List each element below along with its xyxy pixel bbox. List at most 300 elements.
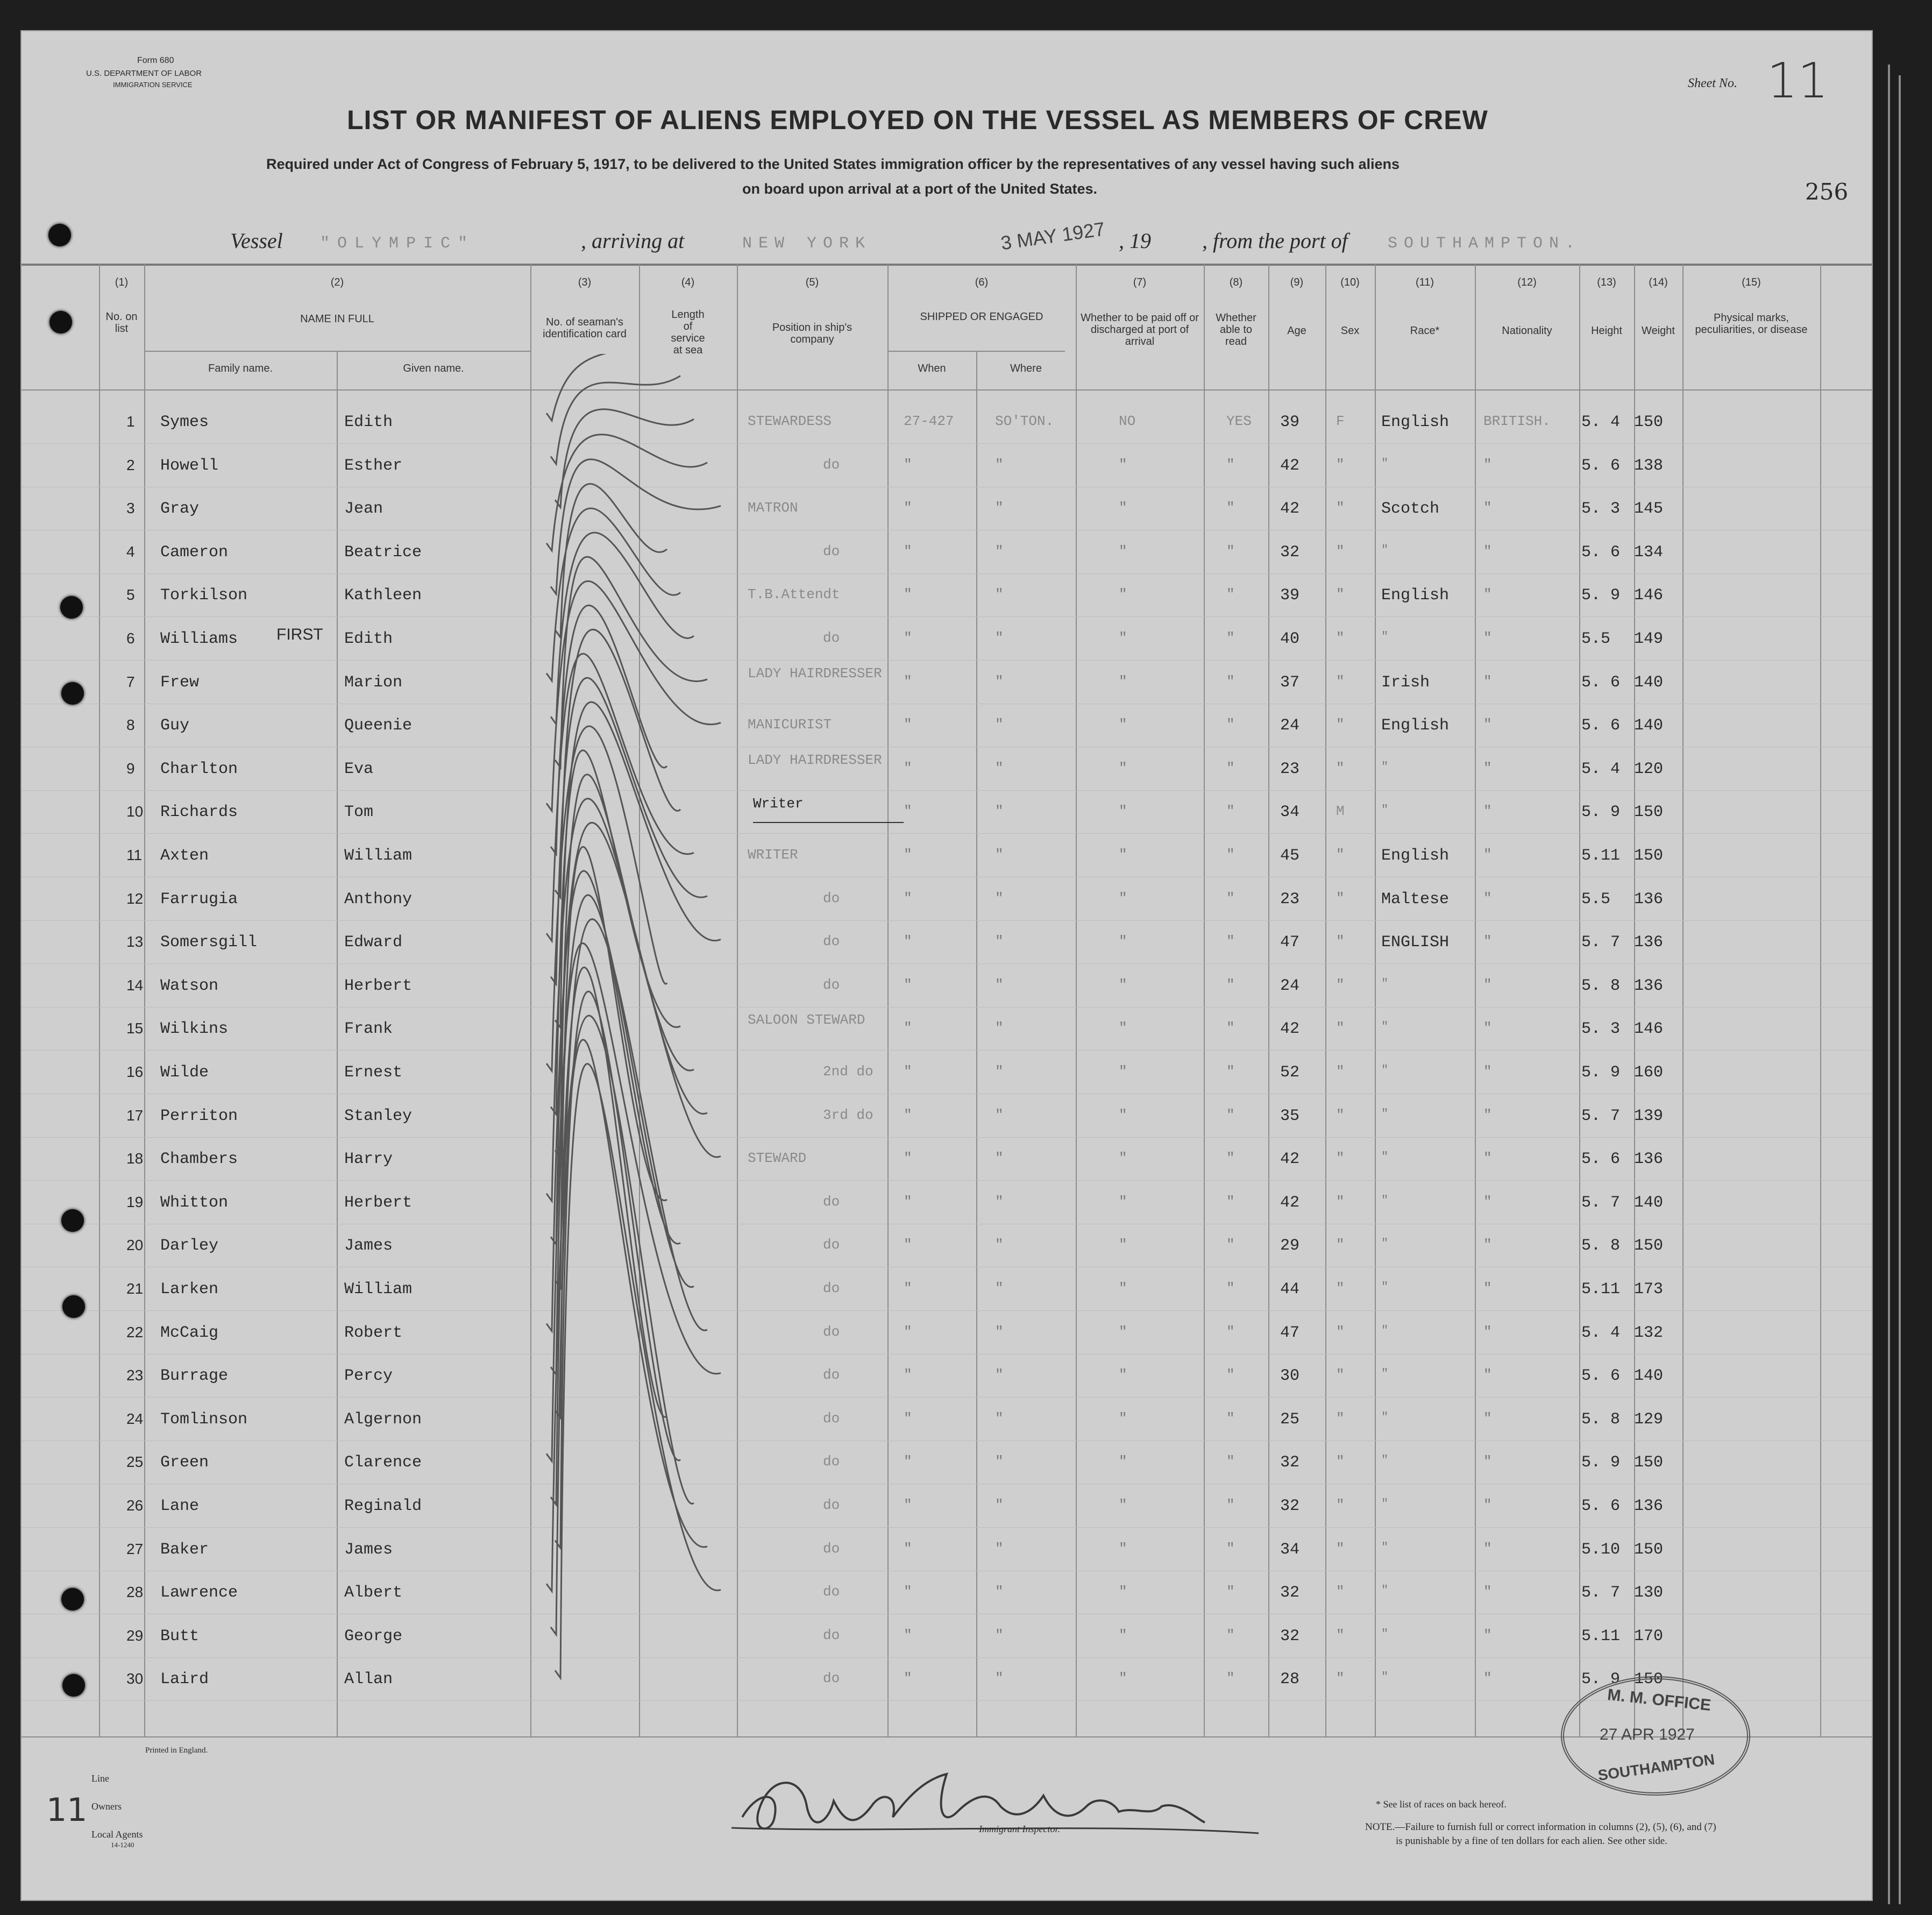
col-8-number: (8) xyxy=(1229,276,1243,288)
race: Irish xyxy=(1381,673,1430,692)
shipped-where: " xyxy=(995,890,1004,906)
race: Scotch xyxy=(1381,500,1440,519)
col-3-number: (3) xyxy=(578,276,592,288)
able-to-read: " xyxy=(1226,760,1235,776)
given-name: Beatrice xyxy=(344,543,422,562)
line-label: Line xyxy=(91,1773,109,1784)
able-to-read: " xyxy=(1226,456,1235,473)
shipped-when: " xyxy=(904,847,912,863)
form-number: Form 680 xyxy=(137,56,174,65)
row-rule xyxy=(22,790,1872,791)
paid-off: " xyxy=(1119,1150,1127,1167)
shipped-when: " xyxy=(904,890,912,906)
shipped-when: 27-427 xyxy=(904,413,954,429)
row-number: 29 xyxy=(126,1627,144,1644)
race: " xyxy=(1381,1367,1389,1381)
sex: " xyxy=(1336,630,1345,646)
check-mark xyxy=(555,409,694,508)
pencil-check-marks xyxy=(527,354,764,1731)
race: " xyxy=(1381,1540,1389,1554)
row-number: 12 xyxy=(126,890,144,907)
position: STEWARDESS xyxy=(748,413,832,429)
page-title: LIST OR MANIFEST OF ALIENS EMPLOYED ON THE VESSEL AS MEMBERS OF CREW xyxy=(347,105,1488,135)
shipped-where: " xyxy=(995,1497,1004,1513)
position: do xyxy=(823,1540,840,1557)
sex: " xyxy=(1336,760,1345,776)
check-mark xyxy=(555,847,667,1288)
age: 45 xyxy=(1280,847,1300,865)
row-rule xyxy=(22,963,1872,964)
age: 42 xyxy=(1280,456,1300,475)
position: T.B.Attendt xyxy=(748,586,840,603)
col-15-number: (15) xyxy=(1742,276,1761,288)
race: ENGLISH xyxy=(1381,933,1450,952)
row-rule xyxy=(22,1180,1872,1181)
family-name: Wilkins xyxy=(160,1020,229,1039)
weight: 150 xyxy=(1634,847,1664,865)
col-divider xyxy=(1475,264,1476,1737)
paid-off: " xyxy=(1119,456,1127,473)
nationality: " xyxy=(1483,1323,1492,1340)
race: " xyxy=(1381,976,1389,990)
given-name: Algernon xyxy=(344,1410,422,1429)
sex: " xyxy=(1336,1193,1345,1210)
height: 5. 7 xyxy=(1581,933,1621,952)
position: do xyxy=(823,890,840,906)
age: 37 xyxy=(1280,673,1300,692)
year-label: , 19 xyxy=(1119,229,1151,253)
row-rule xyxy=(22,1397,1872,1398)
sex: " xyxy=(1336,1540,1345,1557)
position: Writer xyxy=(753,796,804,812)
given-name: Jean xyxy=(344,500,383,519)
age: 28 xyxy=(1280,1670,1300,1689)
nationality: " xyxy=(1483,630,1492,646)
col-13-number: (13) xyxy=(1597,276,1616,288)
given-name: Frank xyxy=(344,1020,393,1039)
age: 32 xyxy=(1280,1627,1300,1646)
shipped-where: " xyxy=(995,456,1004,473)
family-name: Guy xyxy=(160,717,190,735)
nationality: " xyxy=(1483,1150,1492,1167)
height: 5. 4 xyxy=(1581,413,1621,431)
weight: 136 xyxy=(1634,1497,1664,1515)
col-15-header: Physical marks, peculiarities, or disease xyxy=(1695,312,1808,336)
margin-mark: 11 xyxy=(46,1791,88,1829)
page-edge xyxy=(1899,75,1901,1904)
col-5-number: (5) xyxy=(805,276,819,288)
punch-hole xyxy=(62,1674,85,1697)
given-name: Robert xyxy=(344,1323,403,1342)
position: do xyxy=(823,1237,840,1253)
position: do xyxy=(823,630,840,646)
able-to-read: " xyxy=(1226,1020,1235,1037)
given-name: Allan xyxy=(344,1670,393,1689)
weight: 132 xyxy=(1634,1323,1664,1342)
position: WRITER xyxy=(748,847,798,863)
height: 5.11 xyxy=(1581,1627,1621,1646)
col-11-header: Race* xyxy=(1410,325,1440,337)
col-4-number: (4) xyxy=(681,276,695,288)
sex: " xyxy=(1336,890,1345,906)
shipped-where: " xyxy=(995,673,1004,690)
check-mark xyxy=(555,702,721,1027)
shipped-when: " xyxy=(904,1453,912,1470)
nationality: " xyxy=(1483,847,1492,863)
col-6-when-header: When xyxy=(918,363,946,374)
age: 32 xyxy=(1280,1584,1300,1602)
col-6-where-header: Where xyxy=(1010,363,1042,374)
given-name: Harry xyxy=(344,1150,393,1169)
age: 44 xyxy=(1280,1280,1300,1299)
sex: " xyxy=(1336,1497,1345,1513)
able-to-read: " xyxy=(1226,803,1235,820)
col-2-header: NAME IN FULL xyxy=(300,313,374,325)
family-name: Gray xyxy=(160,500,200,519)
row-number: 7 xyxy=(126,673,135,690)
check-mark xyxy=(555,484,667,637)
nationality: " xyxy=(1483,500,1492,516)
punch-hole xyxy=(60,596,83,619)
shipped-where: " xyxy=(995,586,1004,603)
row-rule xyxy=(22,1007,1872,1008)
paid-off: " xyxy=(1119,976,1127,993)
shipped-where: " xyxy=(995,630,1004,646)
height: 5.5 xyxy=(1581,890,1611,909)
height: 5. 6 xyxy=(1581,717,1621,735)
able-to-read: " xyxy=(1226,1670,1235,1687)
col-divider xyxy=(1820,264,1821,1737)
weight: 140 xyxy=(1634,1193,1664,1212)
page-number: 256 xyxy=(1805,179,1849,205)
age: 34 xyxy=(1280,1540,1300,1559)
weight: 150 xyxy=(1634,413,1664,431)
family-name: Baker xyxy=(160,1540,209,1559)
height: 5.5 xyxy=(1581,630,1611,648)
height: 5. 8 xyxy=(1581,976,1621,995)
check-mark xyxy=(551,533,694,724)
row-number: 15 xyxy=(126,1020,144,1037)
shipped-where: " xyxy=(995,717,1004,733)
able-to-read: " xyxy=(1226,1150,1235,1167)
age: 24 xyxy=(1280,717,1300,735)
family-name: Watson xyxy=(160,976,219,995)
paid-off: " xyxy=(1119,1367,1127,1384)
age: 42 xyxy=(1280,1020,1300,1039)
able-to-read: " xyxy=(1226,847,1235,863)
given-name: Edward xyxy=(344,933,403,952)
form-code: 14-1240 xyxy=(111,1841,134,1849)
weight: 140 xyxy=(1634,717,1664,735)
punch-hole xyxy=(61,682,84,705)
weight: 136 xyxy=(1634,976,1664,995)
paid-off: " xyxy=(1119,673,1127,690)
paid-off: " xyxy=(1119,890,1127,906)
family-name: Howell xyxy=(160,456,219,475)
sex: " xyxy=(1336,1584,1345,1600)
given-name: Tom xyxy=(344,803,374,822)
family-name: McCaig xyxy=(160,1323,219,1342)
given-name: James xyxy=(344,1540,393,1559)
race: " xyxy=(1381,1020,1389,1034)
race: " xyxy=(1381,543,1389,557)
able-to-read: " xyxy=(1226,1107,1235,1123)
weight: 150 xyxy=(1634,1453,1664,1472)
sex: " xyxy=(1336,1453,1345,1470)
col-4-header: Length of service at sea xyxy=(671,309,705,356)
shipped-when: " xyxy=(904,1584,912,1600)
able-to-read: " xyxy=(1226,717,1235,733)
race: " xyxy=(1381,1584,1389,1598)
row-number: 5 xyxy=(126,586,135,604)
given-name: Eva xyxy=(344,760,374,778)
family-name: Torkilson xyxy=(160,586,248,605)
family-name: Symes xyxy=(160,413,209,431)
given-name: Herbert xyxy=(344,976,413,995)
sex: " xyxy=(1336,933,1345,950)
shipped-where: " xyxy=(995,760,1004,776)
nationality: " xyxy=(1483,1497,1492,1513)
height: 5. 8 xyxy=(1581,1410,1621,1429)
weight: 150 xyxy=(1634,1540,1664,1559)
shipped-when: " xyxy=(904,976,912,993)
family-name: Charlton xyxy=(160,760,238,778)
age: 47 xyxy=(1280,933,1300,952)
age: 34 xyxy=(1280,803,1300,822)
shipped-when: " xyxy=(904,1540,912,1557)
weight: 173 xyxy=(1634,1280,1664,1299)
nationality: " xyxy=(1483,1193,1492,1210)
sex: " xyxy=(1336,1107,1345,1123)
nationality: " xyxy=(1483,1020,1492,1037)
height: 5. 6 xyxy=(1581,673,1621,692)
age: 40 xyxy=(1280,630,1300,648)
given-name: Stanley xyxy=(344,1107,413,1125)
age: 29 xyxy=(1280,1237,1300,1256)
age: 32 xyxy=(1280,543,1300,562)
shipped-where: " xyxy=(995,1323,1004,1340)
race: " xyxy=(1381,1237,1389,1251)
position: do xyxy=(823,1280,840,1296)
height: 5. 7 xyxy=(1581,1107,1621,1125)
age: 42 xyxy=(1280,500,1300,519)
inspector-label: Immigrant Inspector. xyxy=(979,1824,1060,1834)
able-to-read: " xyxy=(1226,500,1235,516)
position: do xyxy=(823,456,840,473)
check-mark xyxy=(555,1064,721,1678)
race: " xyxy=(1381,1280,1389,1294)
given-name: Albert xyxy=(344,1584,403,1602)
row-number: 3 xyxy=(126,500,135,517)
age: 25 xyxy=(1280,1410,1300,1429)
row-number: 26 xyxy=(126,1497,144,1514)
page-edge xyxy=(1888,65,1890,1904)
race: " xyxy=(1381,1670,1389,1684)
row-number: 13 xyxy=(126,933,144,951)
paid-off: " xyxy=(1119,500,1127,516)
note-line-1: NOTE.—Failure to furnish full or correct information in columns (2), (5), (6), and (7) xyxy=(1365,1821,1716,1833)
position: do xyxy=(823,1627,840,1643)
race: " xyxy=(1381,803,1389,817)
able-to-read: " xyxy=(1226,1280,1235,1296)
paid-off: " xyxy=(1119,630,1127,646)
row-number: 20 xyxy=(126,1237,144,1254)
stamp-bottom-text: SOUTHAMPTON xyxy=(1596,1750,1716,1784)
col-2-given-header: Given name. xyxy=(403,363,464,374)
family-name: Chambers xyxy=(160,1150,238,1169)
shipped-where: " xyxy=(995,1063,1004,1080)
race: " xyxy=(1381,1627,1389,1641)
position: STEWARD xyxy=(748,1150,807,1167)
table-top-border xyxy=(22,264,1872,266)
row-number: 9 xyxy=(126,760,135,777)
sheet-number-label: Sheet No. xyxy=(1688,76,1737,90)
shipped-where: " xyxy=(995,1020,1004,1037)
nationality: " xyxy=(1483,1627,1492,1643)
row-rule xyxy=(22,573,1872,574)
shipped-when: " xyxy=(904,1367,912,1384)
office-stamp xyxy=(1561,1676,1750,1796)
given-name: Ernest xyxy=(344,1063,403,1082)
race: English xyxy=(1381,717,1450,735)
height: 5.11 xyxy=(1581,1280,1621,1299)
family-name: Darley xyxy=(160,1237,219,1256)
family-name: Farrugia xyxy=(160,890,238,909)
race: English xyxy=(1381,413,1450,431)
shipped-when: " xyxy=(904,673,912,690)
family-name: Lawrence xyxy=(160,1584,238,1602)
col-2-number: (2) xyxy=(330,276,344,288)
race: " xyxy=(1381,760,1389,774)
sex: " xyxy=(1336,586,1345,603)
height: 5. 4 xyxy=(1581,760,1621,778)
height: 5. 6 xyxy=(1581,456,1621,475)
vessel-name: "OLYMPIC" xyxy=(320,235,475,253)
row-rule xyxy=(22,1527,1872,1528)
position: SALOON STEWARD xyxy=(748,1012,865,1029)
punch-hole xyxy=(61,1588,84,1611)
nationality: " xyxy=(1483,456,1492,473)
race: " xyxy=(1381,1193,1389,1207)
race: " xyxy=(1381,456,1389,470)
weight: 150 xyxy=(1634,803,1664,822)
family-name: Frew xyxy=(160,673,200,692)
col-12-header: Nationality xyxy=(1502,325,1552,337)
row-number: 14 xyxy=(126,976,144,994)
able-to-read: " xyxy=(1226,543,1235,559)
able-to-read: " xyxy=(1226,1063,1235,1080)
race: Maltese xyxy=(1381,890,1450,909)
paid-off: " xyxy=(1119,1020,1127,1037)
position: do xyxy=(823,1323,840,1340)
row-number: 10 xyxy=(126,803,144,820)
nationality: " xyxy=(1483,1107,1492,1123)
given-name: William xyxy=(344,847,413,865)
row-number: 24 xyxy=(126,1410,144,1427)
shipped-where: " xyxy=(995,1410,1004,1427)
col-divider xyxy=(99,264,100,1737)
position: 3rd do xyxy=(823,1107,873,1123)
shipped-where: " xyxy=(995,1670,1004,1687)
weight: 136 xyxy=(1634,890,1664,909)
shipped-when: " xyxy=(904,717,912,733)
family-name: Richards xyxy=(160,803,238,822)
from-port: SOUTHAMPTON. xyxy=(1388,235,1582,253)
paid-off: " xyxy=(1119,1497,1127,1513)
shipped-when: " xyxy=(904,630,912,646)
able-to-read: " xyxy=(1226,1367,1235,1384)
height: 5. 9 xyxy=(1581,1670,1621,1689)
family-name: Green xyxy=(160,1453,209,1472)
nationality: " xyxy=(1483,1280,1492,1296)
shipped-when: " xyxy=(904,1107,912,1123)
paid-off: " xyxy=(1119,847,1127,863)
row-number: 16 xyxy=(126,1063,144,1080)
able-to-read: " xyxy=(1226,933,1235,950)
family-name: Larken xyxy=(160,1280,219,1299)
col-divider xyxy=(1634,264,1635,1737)
sex: " xyxy=(1336,847,1345,863)
position: do xyxy=(823,1453,840,1470)
shipped-when: " xyxy=(904,500,912,516)
weight: 134 xyxy=(1634,543,1664,562)
row-number: 2 xyxy=(126,456,135,473)
shipped-when: " xyxy=(904,1323,912,1340)
arriving-label: , arriving at xyxy=(581,229,685,253)
paid-off: " xyxy=(1119,1670,1127,1687)
shipped-where: " xyxy=(995,1453,1004,1470)
row-number: 1 xyxy=(126,413,135,430)
punch-hole xyxy=(62,1295,85,1318)
nationality: " xyxy=(1483,1410,1492,1427)
shipped-where: SO'TON. xyxy=(995,413,1054,429)
able-to-read: " xyxy=(1226,1540,1235,1557)
row-number: 22 xyxy=(126,1323,144,1340)
paid-off: " xyxy=(1119,1540,1127,1557)
col-13-header: Height xyxy=(1591,325,1622,337)
paid-off: " xyxy=(1119,760,1127,776)
col-9-header: Age xyxy=(1287,325,1306,337)
able-to-read: " xyxy=(1226,586,1235,603)
row-rule xyxy=(22,1310,1872,1311)
sex: " xyxy=(1336,1410,1345,1427)
able-to-read: " xyxy=(1226,1193,1235,1210)
col-divider xyxy=(144,264,145,1737)
paid-off: " xyxy=(1119,1410,1127,1427)
age: 39 xyxy=(1280,413,1300,431)
shipped-where: " xyxy=(995,1237,1004,1253)
position: do xyxy=(823,933,840,950)
given-name: Marion xyxy=(344,673,403,692)
weight: 140 xyxy=(1634,673,1664,692)
sex: " xyxy=(1336,1063,1345,1080)
paid-off: " xyxy=(1119,543,1127,559)
race: " xyxy=(1381,1063,1389,1077)
nationality: " xyxy=(1483,890,1492,906)
given-name: Percy xyxy=(344,1367,393,1386)
height: 5. 6 xyxy=(1581,543,1621,562)
age: 32 xyxy=(1280,1497,1300,1515)
position: do xyxy=(823,1367,840,1384)
family-name: Butt xyxy=(160,1627,200,1646)
paid-off: " xyxy=(1119,586,1127,603)
position: do xyxy=(823,976,840,993)
shipped-when: " xyxy=(904,1410,912,1427)
given-name: Edith xyxy=(344,630,393,648)
row-number: 30 xyxy=(126,1670,144,1687)
paid-off: " xyxy=(1119,803,1127,820)
check-mark xyxy=(555,919,707,1418)
